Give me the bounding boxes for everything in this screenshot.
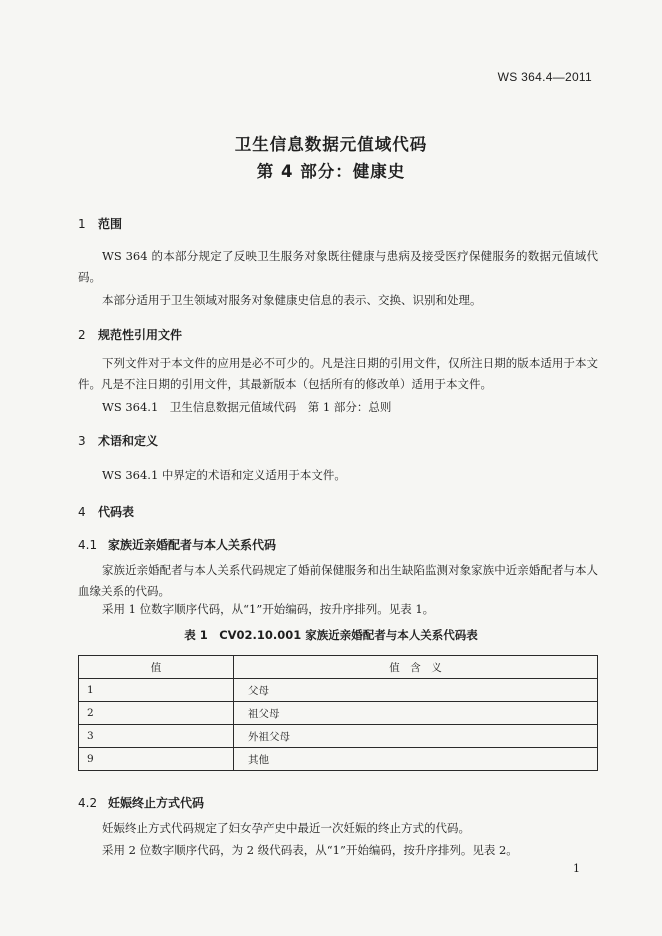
code-meaning: 其他: [234, 748, 598, 771]
table-header-row: [79, 656, 598, 679]
section-number: 4: [78, 505, 86, 519]
column-header-value: 值: [79, 656, 234, 679]
table-row: [79, 748, 598, 771]
section-number: 3: [78, 434, 86, 448]
section-number: 1: [78, 217, 86, 231]
code-value: 2: [79, 702, 234, 725]
paragraph: 本部分适用于卫生领域对服务对象健康史信息的表示、交换、识别和处理。: [102, 293, 482, 307]
section-title: 规范性引用文件: [98, 328, 183, 342]
paragraph: 采用 2 位数字顺序代码，为 2 级代码表，从“1”开始编码，按升序排列。见表 2。: [102, 843, 518, 857]
normative-reference: WS 364.1 卫生信息数据元值域代码 第 1 部分：总则: [102, 400, 392, 414]
code-value: 1: [79, 679, 234, 702]
section-number: 2: [78, 328, 86, 342]
table-caption: 表 1 CV02.10.001 家族近亲婚配者与本人关系代码表: [184, 628, 478, 642]
section-1-heading: [78, 215, 122, 232]
section-title: 术语和定义: [98, 434, 159, 448]
paragraph: 家族近亲婚配者与本人关系代码规定了婚前保健服务和出生缺陷监测对象家族中近亲婚配者与本人血缘关系的代码。: [78, 563, 598, 598]
document-subtitle: 第 4 部分：健康史: [256, 162, 406, 181]
document-title: 卫生信息数据元值域代码: [234, 135, 428, 154]
column-header-meaning: 值 含 义: [234, 656, 598, 679]
paragraph: WS 364 的本部分规定了反映卫生服务对象既往健康与患病及接受医疗保健服务的数据元值域代码。: [78, 249, 598, 284]
section-title: 代码表: [98, 505, 135, 519]
section-3-heading: [78, 432, 158, 449]
paragraph: 下列文件对于本文件的应用是必不可少的。凡是注日期的引用文件，仅所注日期的版本适用于本文件。凡是不注日期的引用文件，其最新版本（包括所有的修改单）适用于本文件。: [78, 356, 598, 391]
code-value: 9: [79, 748, 234, 771]
code-value: 3: [79, 725, 234, 748]
code-meaning: 祖父母: [234, 702, 598, 725]
section-title: 妊娠终止方式代码: [108, 796, 205, 810]
table-row: [79, 725, 598, 748]
paragraph: 妊娠终止方式代码规定了妇女孕产史中最近一次妊娠的终止方式的代码。: [102, 821, 470, 835]
table-row: [79, 679, 598, 702]
document-number: WS 364.4—2011: [497, 70, 592, 84]
code-meaning: 外祖父母: [234, 725, 598, 748]
table-row: [79, 702, 598, 725]
subsection-4-2-heading: [78, 794, 204, 811]
section-number: 4.2: [78, 796, 98, 810]
subsection-4-1-heading: [78, 536, 276, 553]
section-title: 范围: [98, 217, 123, 231]
page-number: 1: [573, 862, 580, 875]
code-meaning: 父母: [234, 679, 598, 702]
section-title: 家族近亲婚配者与本人关系代码: [108, 538, 277, 552]
section-4-heading: [78, 503, 134, 520]
paragraph: 采用 1 位数字顺序代码，从“1”开始编码，按升序排列。见表 1。: [102, 602, 435, 616]
section-2-heading: [78, 326, 182, 343]
paragraph: WS 364.1 中界定的术语和定义适用于本文件。: [102, 468, 346, 482]
code-table: [78, 655, 598, 771]
section-number: 4.1: [78, 538, 98, 552]
